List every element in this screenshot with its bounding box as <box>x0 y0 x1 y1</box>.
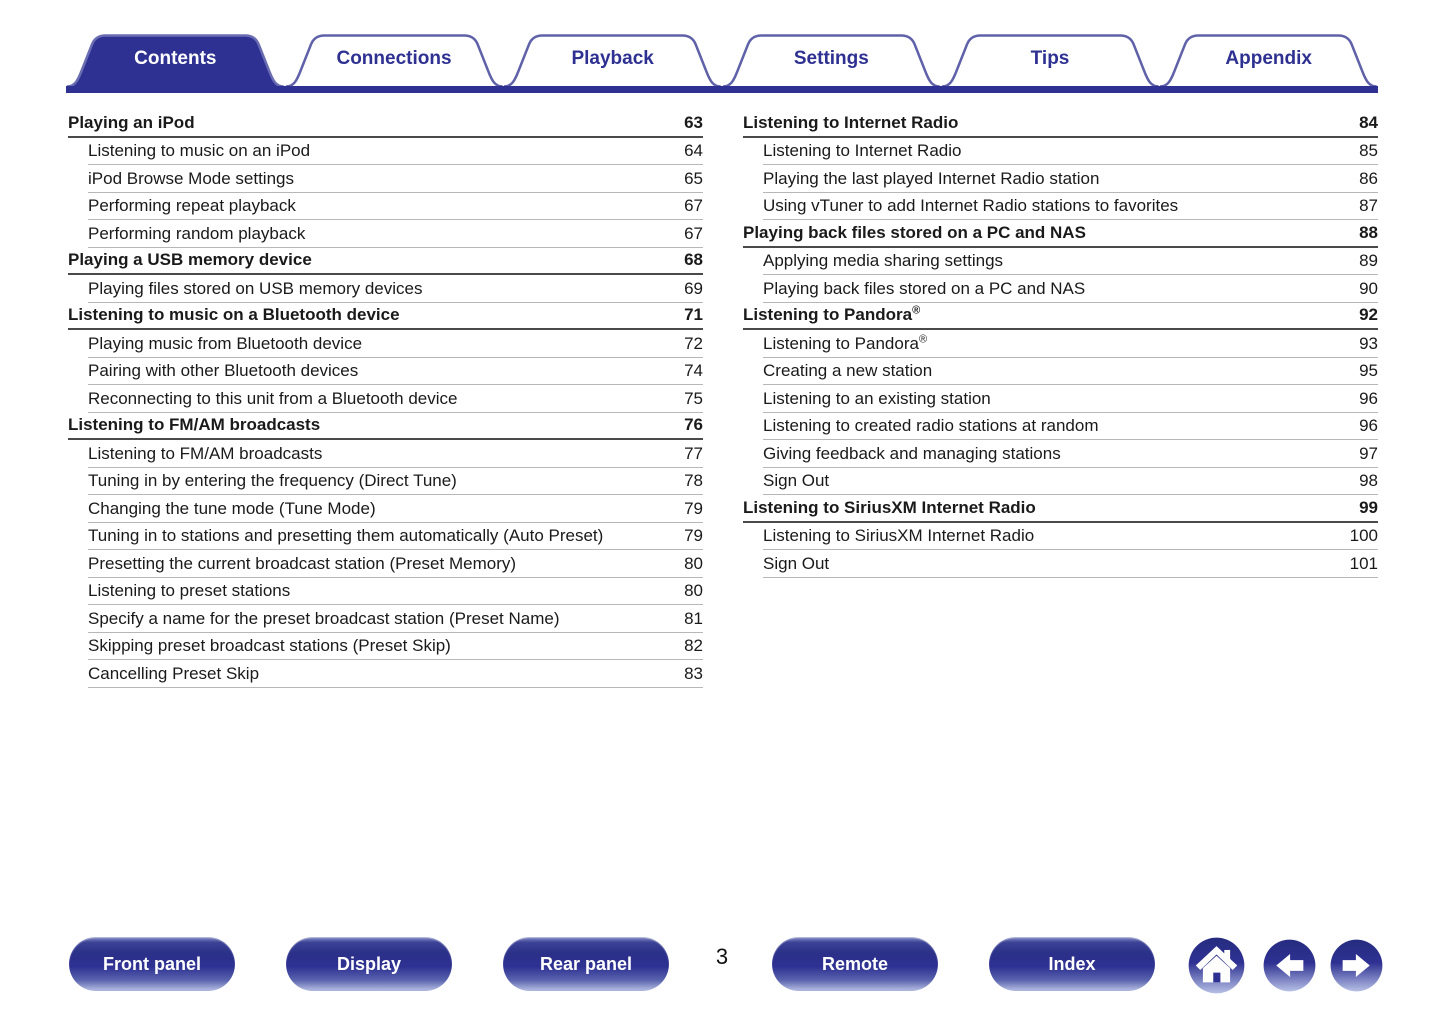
forward-icon[interactable] <box>1330 939 1383 992</box>
tab-label: Connections <box>336 48 452 69</box>
toc-entry-page: 98 <box>1359 471 1378 490</box>
toc-entry-page: 77 <box>684 443 703 463</box>
toc-entry-label: Giving feedback and managing stations <box>763 443 1061 463</box>
toc-entry-label: Listening to Pandora® <box>743 304 921 324</box>
toc-column-2 <box>743 110 1378 688</box>
home-icon[interactable] <box>1188 937 1245 994</box>
toc-entry-page: 79 <box>684 498 703 518</box>
toc-entry-row[interactable] <box>763 330 1378 358</box>
tab-appendix[interactable] <box>1159 33 1378 87</box>
toc-entry-page: 100 <box>1349 526 1378 545</box>
toc-entry-page: 90 <box>1359 278 1378 298</box>
toc-entry-page: 76 <box>684 415 703 434</box>
toc-entry-page: 96 <box>1359 416 1378 435</box>
toc-entry-row[interactable] <box>88 550 703 578</box>
toc-section-row[interactable] <box>68 413 703 441</box>
back-icon[interactable] <box>1263 939 1316 992</box>
toc-entry-label: Listening to FM/AM broadcasts <box>88 443 323 463</box>
toc-entry-label: Skipping preset broadcast stations (Preset Skip) <box>88 636 451 655</box>
toc-entry-label: Playing back files stored on a PC and NAS <box>763 278 1086 298</box>
toc-entry-page: 68 <box>684 250 703 269</box>
toc-section-row[interactable] <box>743 220 1378 248</box>
toc-entry-row[interactable] <box>763 413 1378 441</box>
toc-entry-label: Listening to Internet Radio <box>743 112 959 132</box>
tab-bar-rule <box>66 86 1378 93</box>
toc-entry-label: Listening to SiriusXM Internet Radio <box>743 497 1036 517</box>
front-panel-button[interactable]: Front panel <box>69 937 235 991</box>
toc-entry-label: Listening to Pandora® <box>763 332 928 353</box>
toc-entry-label: Tuning in to stations and presetting them automatically (Auto Preset) <box>88 526 604 545</box>
toc-entry-row[interactable] <box>763 385 1378 413</box>
toc-entry-page: 83 <box>684 663 703 683</box>
footer-bar <box>0 934 1445 994</box>
toc-entry-label: Playing the last played Internet Radio station <box>763 168 1100 188</box>
tab-label: Playback <box>571 48 654 69</box>
toc-entry-page: 75 <box>684 388 703 408</box>
toc-entry-label: Listening to music on a Bluetooth device <box>68 305 400 324</box>
toc-entry-label: Specify a name for the preset broadcast station (Preset Name) <box>88 608 560 628</box>
toc-entry-label: Sign Out <box>763 553 830 573</box>
index-button[interactable]: Index <box>989 937 1155 991</box>
toc-entry-page: 87 <box>1359 196 1378 215</box>
toc-entry-label: Listening to an existing station <box>763 388 991 408</box>
toc-entry-label: Tuning in by entering the frequency (Direct Tune) <box>88 471 457 490</box>
toc-entry-page: 82 <box>684 636 703 655</box>
toc-entry-label: Playing music from Bluetooth device <box>88 333 363 353</box>
toc-entry-label: Reconnecting to this unit from a Bluetooth device <box>88 388 458 408</box>
tab-connections[interactable] <box>285 33 504 87</box>
toc-entry-page: 96 <box>1359 388 1378 408</box>
toc-entry-label: Sign Out <box>763 471 830 490</box>
toc-entry-row[interactable] <box>763 358 1378 386</box>
toc-entry-label: Playing files stored on USB memory devices <box>88 278 423 298</box>
tab-playback[interactable] <box>503 33 722 87</box>
toc-entry-page: 78 <box>684 471 703 490</box>
toc-entry-page: 84 <box>1359 112 1378 132</box>
toc-entry-label: Listening to SiriusXM Internet Radio <box>763 526 1035 545</box>
toc-entry-row[interactable] <box>88 275 703 303</box>
toc-entry-row[interactable] <box>763 523 1378 551</box>
page-number: 3 <box>715 944 729 969</box>
toc-entry-page: 95 <box>1359 361 1378 380</box>
toc-entry-label: Changing the tune mode (Tune Mode) <box>88 498 376 518</box>
toc-entry-row[interactable] <box>88 193 703 221</box>
toc-entry-page: 92 <box>1359 305 1378 324</box>
toc-entry-label: Playing a USB memory device <box>68 250 312 269</box>
toc-entry-row[interactable] <box>763 468 1378 496</box>
table-of-contents <box>68 110 1378 688</box>
toc-entry-page: 85 <box>1359 141 1378 160</box>
toc-entry-row[interactable] <box>763 440 1378 468</box>
toc-entry-row[interactable] <box>763 550 1378 578</box>
toc-entry-page: 79 <box>684 526 703 545</box>
toc-entry-label: iPod Browse Mode settings <box>88 168 294 188</box>
toc-entry-row[interactable] <box>763 275 1378 303</box>
toc-entry-page: 101 <box>1349 553 1378 573</box>
toc-entry-page: 97 <box>1359 443 1378 463</box>
toc-entry-page: 71 <box>684 305 703 324</box>
tab-settings[interactable] <box>722 33 941 87</box>
toc-entry-row[interactable] <box>88 440 703 468</box>
toc-section-row[interactable] <box>743 495 1378 523</box>
toc-entry-page: 99 <box>1359 497 1378 517</box>
toc-entry-page: 67 <box>684 196 703 215</box>
toc-entry-row[interactable] <box>88 660 703 688</box>
toc-section-row[interactable] <box>68 248 703 276</box>
toc-entry-page: 65 <box>684 168 703 188</box>
tab-label: Contents <box>134 48 217 69</box>
back-arrow-glyph <box>1263 939 1316 992</box>
home-glyph <box>1188 937 1245 994</box>
toc-entry-label: Listening to created radio stations at random <box>763 416 1099 435</box>
toc-section-row[interactable] <box>743 303 1378 331</box>
toc-entry-label: Playing an iPod <box>68 112 195 132</box>
toc-section-row[interactable] <box>68 110 703 138</box>
toc-entry-label: Listening to preset stations <box>88 581 291 600</box>
toc-entry-page: 64 <box>684 141 703 160</box>
toc-entry-page: 74 <box>684 361 703 380</box>
toc-entry-label: Playing back files stored on a PC and NAS <box>743 222 1086 242</box>
tab-bar <box>66 33 1378 87</box>
toc-entry-row[interactable] <box>763 248 1378 276</box>
toc-entry-label: Pairing with other Bluetooth devices <box>88 361 359 380</box>
toc-entry-row[interactable] <box>88 605 703 633</box>
toc-entry-page: 86 <box>1359 168 1378 188</box>
tab-tips[interactable] <box>941 33 1160 87</box>
toc-entry-label: Using vTuner to add Internet Radio stations to favorites <box>763 196 1179 215</box>
toc-entry-row[interactable] <box>88 165 703 193</box>
toc-entry-row[interactable] <box>88 358 703 386</box>
toc-entry-row[interactable] <box>88 385 703 413</box>
toc-entry-row[interactable] <box>763 165 1378 193</box>
toc-entry-row[interactable] <box>88 578 703 606</box>
toc-entry-page: 67 <box>684 223 703 243</box>
toc-entry-page: 81 <box>684 608 703 628</box>
remote-button[interactable]: Remote <box>772 937 938 991</box>
toc-entry-row[interactable] <box>763 193 1378 221</box>
toc-entry-label: Listening to FM/AM broadcasts <box>68 415 321 434</box>
toc-entry-label: Performing random playback <box>88 223 306 243</box>
toc-entry-label: Cancelling Preset Skip <box>88 663 260 683</box>
toc-entry-page: 80 <box>684 581 703 600</box>
toc-entry-row[interactable] <box>88 330 703 358</box>
rear-panel-button[interactable]: Rear panel <box>503 937 669 991</box>
tab-contents[interactable] <box>66 33 285 87</box>
toc-entry-page: 93 <box>1359 333 1378 353</box>
toc-section-row[interactable] <box>68 303 703 331</box>
toc-entry-label: Creating a new station <box>763 361 933 380</box>
toc-entry-row[interactable] <box>763 138 1378 166</box>
toc-entry-label: Presetting the current broadcast station (Preset Memory) <box>88 553 517 573</box>
toc-entry-label: Applying media sharing settings <box>763 251 1004 270</box>
tab-label: Tips <box>1030 48 1070 69</box>
toc-entry-page: 80 <box>684 553 703 573</box>
toc-entry-page: 88 <box>1359 222 1378 242</box>
toc-entry-label: Listening to Internet Radio <box>763 141 962 160</box>
toc-entry-page: 63 <box>684 112 703 132</box>
tab-label: Settings <box>793 48 869 69</box>
toc-entry-label: Performing repeat playback <box>88 196 296 215</box>
toc-entry-row[interactable] <box>88 495 703 523</box>
toc-entry-page: 69 <box>684 278 703 298</box>
display-button[interactable]: Display <box>286 937 452 991</box>
toc-column-1 <box>68 110 703 688</box>
toc-entry-row[interactable] <box>88 633 703 661</box>
forward-arrow-glyph <box>1330 939 1383 992</box>
tab-label: Appendix <box>1225 48 1312 69</box>
toc-section-row[interactable] <box>743 110 1378 138</box>
toc-entry-row[interactable] <box>88 468 703 496</box>
toc-entry-row[interactable] <box>88 138 703 166</box>
toc-entry-label: Listening to music on an iPod <box>88 141 311 160</box>
toc-entry-row[interactable] <box>88 523 703 551</box>
toc-entry-page: 72 <box>684 333 703 353</box>
toc-entry-row[interactable] <box>88 220 703 248</box>
toc-entry-page: 89 <box>1359 251 1378 270</box>
